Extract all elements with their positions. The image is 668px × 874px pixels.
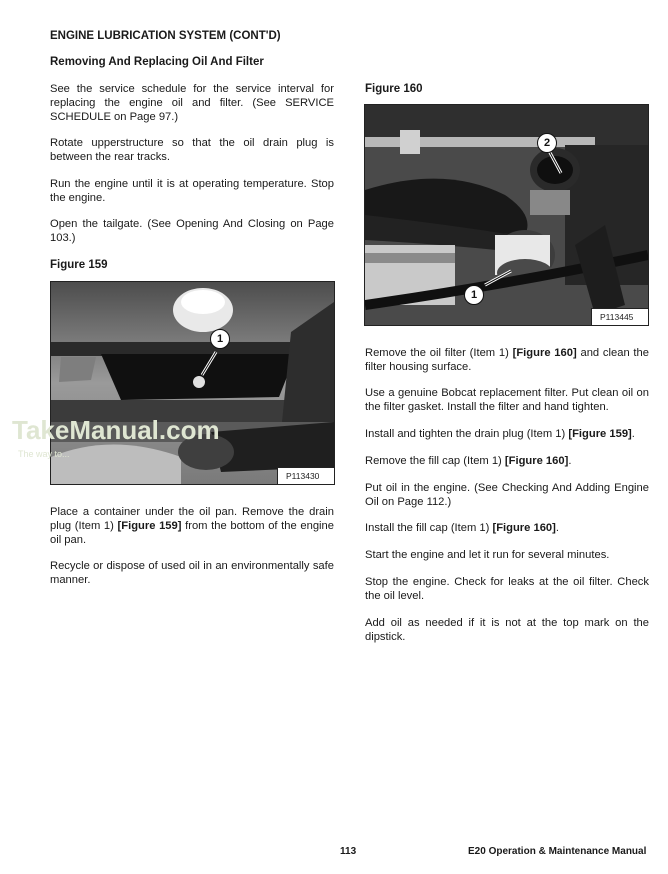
callout-item-1: 1 xyxy=(210,329,230,349)
figure-reference: [Figure 159] xyxy=(568,428,632,440)
text: and clean the filter housing surface. xyxy=(365,347,649,373)
paragraph-service-schedule: See the service schedule for the service interval for replacing the engine oil and filter. (See SERVICE SCHEDULE on Page 97.) xyxy=(50,83,334,123)
text: Install the fill cap (Item 1) xyxy=(365,522,493,534)
text: Put oil in the engine. (See Checking And Adding Engine Oil on Page 112.) xyxy=(365,482,649,508)
text: Remove the fill cap (Item 1) xyxy=(365,455,505,467)
step-remove-fill-cap xyxy=(365,454,649,468)
text: Start the engine and let it run for several minutes. xyxy=(365,549,610,561)
paragraph-open-tailgate: Open the tailgate. (See Opening And Closing on Page 103.) xyxy=(50,218,334,244)
text: Install and tighten the drain plug (Item 1) xyxy=(365,428,569,440)
step-start-engine xyxy=(365,548,649,562)
paragraph-run-engine: Run the engine until it is at operating temperature. Stop the engine. xyxy=(50,178,334,204)
oil-filter-photo-illustration xyxy=(365,105,648,325)
figure-reference: [Figure 159] xyxy=(117,520,182,532)
callout-item-2: 2 xyxy=(537,133,557,153)
watermark-text: TakeManual.com xyxy=(12,415,220,445)
text: Remove the oil filter (Item 1) xyxy=(365,347,513,359)
step-add-oil xyxy=(365,616,649,644)
text: Add oil as needed if it is not at the top mark on the dipstick. xyxy=(365,617,649,643)
text: . xyxy=(631,428,635,440)
text: . xyxy=(568,455,572,467)
figure-reference: [Figure 160] xyxy=(512,347,577,359)
text: Place a container under the oil pan. Remove the drain plug (Item 1) xyxy=(50,506,334,532)
step-remove-oil-filter xyxy=(365,346,649,374)
step-install-fill-cap xyxy=(365,521,649,535)
figure-reference: [Figure 160] xyxy=(504,455,569,467)
paragraph-place-container xyxy=(50,505,334,547)
step-put-oil xyxy=(365,481,649,509)
figure-160-label: Figure 160 xyxy=(365,83,423,95)
oil-pan-photo-illustration xyxy=(51,282,334,484)
figure-159-label: Figure 159 xyxy=(50,259,108,271)
callout-item-1: 1 xyxy=(464,285,484,305)
paragraph-rotate-upperstructure: Rotate upperstructure so that the oil drain plug is between the rear tracks. xyxy=(50,137,334,163)
text: Stop the engine. Check for leaks at the oil filter. Check the oil level. xyxy=(365,576,649,602)
figure-reference: [Figure 160] xyxy=(492,522,556,534)
paragraph-recycle-oil: Recycle or dispose of used oil in an environmentally safe manner. xyxy=(50,560,334,586)
text: from the bottom of the engine oil pan. xyxy=(50,520,334,546)
section-title: ENGINE LUBRICATION SYSTEM (CONT'D) xyxy=(50,30,281,42)
watermark-subtext: The way to... xyxy=(18,449,70,459)
manual-title: E20 Operation & Maintenance Manual xyxy=(468,846,647,857)
step-install-drain-plug xyxy=(365,427,649,441)
figure-159-photo xyxy=(50,281,335,485)
photo-id-label: P113430 xyxy=(277,467,334,484)
photo-id-label: P113445 xyxy=(591,308,648,325)
step-check-leaks xyxy=(365,575,649,603)
page-number: 113 xyxy=(340,846,357,857)
step-replacement-filter xyxy=(365,386,649,414)
text: Use a genuine Bobcat replacement filter. Put clean oil on the filter gasket. Install the filter and hand tighten. xyxy=(365,387,649,413)
figure-160-photo xyxy=(364,104,649,326)
text: . xyxy=(555,522,559,534)
subsection-title: Removing And Replacing Oil And Filter xyxy=(50,56,264,68)
